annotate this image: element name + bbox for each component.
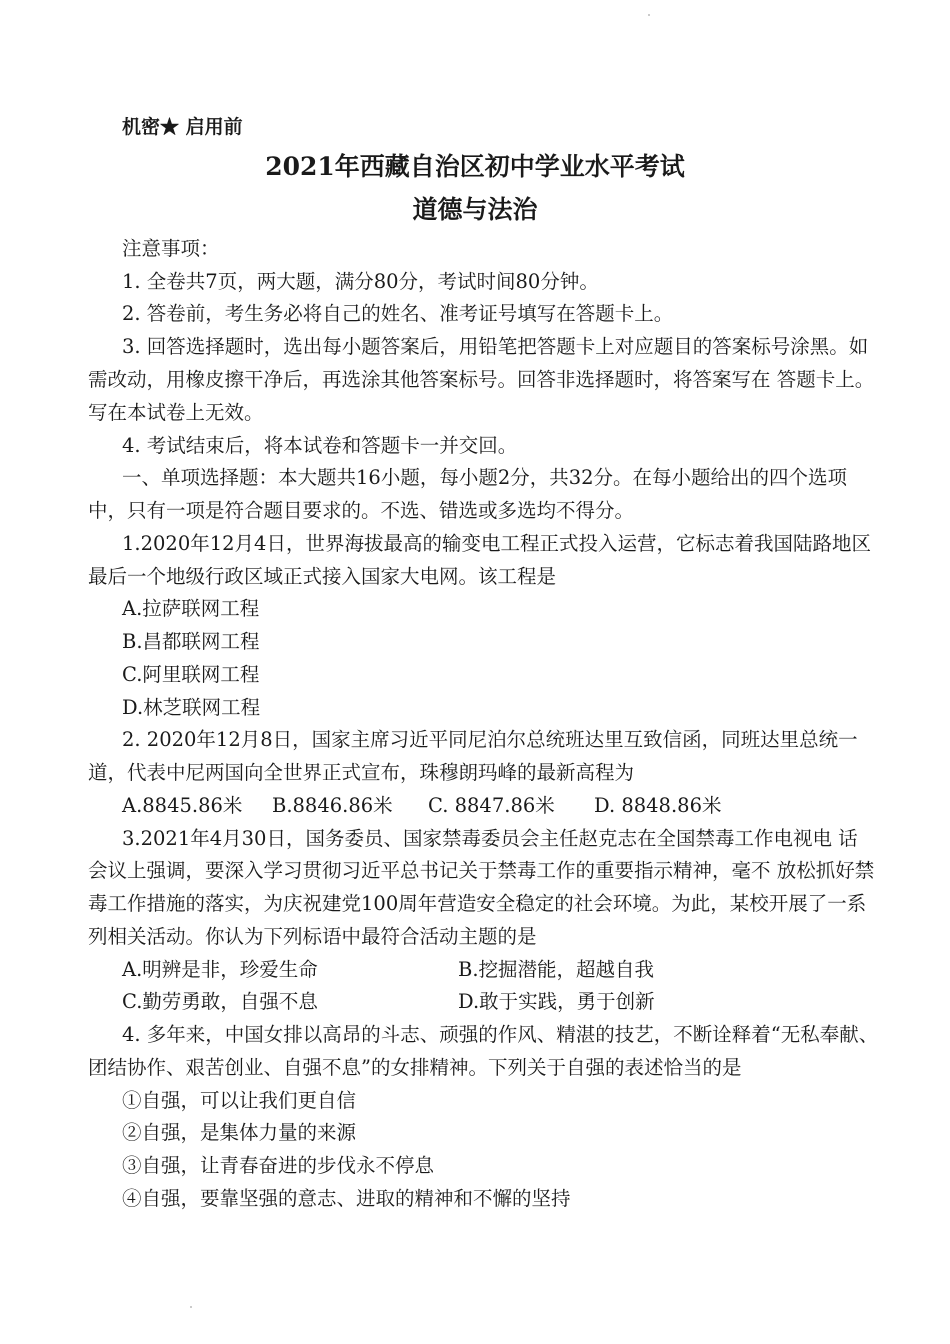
- notes-heading: 注意事项：: [122, 237, 220, 260]
- exam-title: 2021年西藏自治区初中学业水平考试: [265, 152, 685, 181]
- q3-stem-line-1: 3.2021年4月30日，国务委员、国家禁毒委员会主任赵克志在全国禁毒工作电视电 话: [122, 827, 858, 850]
- scan-speck: [190, 1306, 192, 1308]
- note-3-line-3: 写在本试卷上无效。: [88, 401, 264, 424]
- q3-option-b: B.挖掘潜能，超越自我: [458, 958, 655, 981]
- subject-title: 道德与法治: [412, 195, 538, 224]
- q4-item-4: ④自强，要靠坚强的意志、进取的精神和不懈的坚持: [122, 1187, 571, 1210]
- q3-stem-line-4: 列相关活动。你认为下列标语中最符合活动主题的是: [88, 925, 537, 948]
- q2-stem-line-1: 2. 2020年12月8日，国家主席习近平同尼泊尔总统班达里互致信函，同班达里总统一: [122, 728, 858, 751]
- q4-item-3: ③自强，让青春奋进的步伐永不停息: [122, 1154, 435, 1177]
- q2-option-a: A.8845.86米: [122, 794, 243, 817]
- q3-stem-line-2: 会议上强调，要深入学习贯彻习近平总书记关于禁毒工作的重要指示精神，毫不 放松抓好禁: [88, 859, 875, 882]
- note-2: 2. 答卷前，考生务必将自己的姓名、准考证号填写在答题卡上。: [122, 302, 674, 325]
- q4-stem-line-1: 4. 多年来，中国女排以高昂的斗志、顽强的作风、精湛的技艺，不断诠释着“无私奉献、: [122, 1023, 879, 1046]
- q2-option-b: B.8846.86米: [272, 794, 393, 817]
- q4-item-2: ②自强，是集体力量的来源: [122, 1121, 357, 1144]
- q2-option-d: D. 8848.86米: [594, 794, 722, 817]
- q3-option-a: A.明辨是非，珍爱生命: [122, 958, 318, 981]
- q1-stem-line-2: 最后一个地级行政区域正式接入国家大电网。该工程是: [88, 565, 557, 588]
- q4-stem-line-2: 团结协作、艰苦创业、自强不息”的女排精神。下列关于自强的表述恰当的是: [88, 1056, 742, 1079]
- q3-stem-line-3: 毒工作措施的落实，为庆祝建党100周年营造安全稳定的社会环境。为此，某校开展了一系: [88, 892, 867, 915]
- q1-option-b: B.昌都联网工程: [122, 630, 260, 653]
- section-1-intro-line-1: 一、单项选择题：本大题共16小题，每小题2分，共32分。在每小题给出的四个选项: [122, 466, 848, 489]
- q3-option-c: C.勤劳勇敢，自强不息: [122, 990, 318, 1013]
- note-3-line-1: 3. 回答选择题时，选出每小题答案后，用铅笔把答题卡上对应题目的答案标号涂黑。如: [122, 335, 869, 358]
- section-1-intro-line-2: 中，只有一项是符合题目要求的。不选、错选或多选均不得分。: [88, 499, 635, 522]
- note-1: 1. 全卷共7页，两大题，满分80分，考试时间80分钟。: [122, 270, 599, 293]
- confidential-label: 机密★ 启用前: [122, 116, 243, 138]
- q2-option-c: C. 8847.86米: [428, 794, 555, 817]
- scan-speck: [648, 14, 650, 16]
- q1-option-d: D.林芝联网工程: [122, 696, 261, 719]
- q3-option-d: D.敢于实践，勇于创新: [458, 990, 655, 1013]
- note-3-line-2: 需改动，用橡皮擦干净后，再选涂其他答案标号。回答非选择题时，将答案写在 答题卡上。: [88, 368, 875, 391]
- q2-stem-line-2: 道，代表中尼两国向全世界正式宣布，珠穆朗玛峰的最新高程为: [88, 761, 635, 784]
- q1-stem-line-1: 1.2020年12月4日，世界海拔最高的输变电工程正式投入运营，它标志着我国陆路地区: [122, 532, 871, 555]
- q1-option-c: C.阿里联网工程: [122, 663, 260, 686]
- q4-item-1: ①自强，可以让我们更自信: [122, 1089, 357, 1112]
- note-4: 4. 考试结束后，将本试卷和答题卡一并交回。: [122, 434, 518, 457]
- q1-option-a: A.拉萨联网工程: [122, 597, 260, 620]
